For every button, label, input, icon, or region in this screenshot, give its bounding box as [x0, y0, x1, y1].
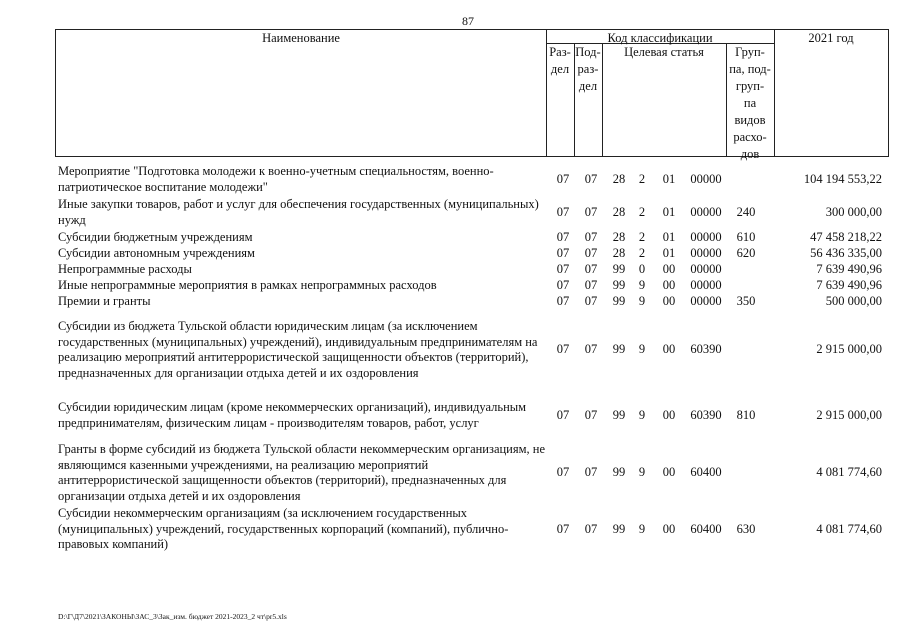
code-expense-type: 240	[736, 205, 756, 219]
amount: 47 458 218,22	[810, 230, 882, 244]
code-direction: 00000	[690, 262, 722, 276]
code-program: 99	[612, 408, 626, 422]
code-expense-type: 810	[736, 408, 756, 422]
code-razdel: 07	[556, 172, 570, 186]
page-number: 87	[462, 14, 474, 28]
code-program: 99	[612, 342, 626, 356]
code-event: 00	[662, 278, 676, 292]
table-row	[58, 442, 886, 506]
row-name: Субсидии некоммерческим организациям (за исключением государственных (муниципальных) учреждений, государственных корпораций (компаний), публично-правовых компаний)	[58, 506, 509, 551]
code-subprogram: 2	[638, 205, 646, 219]
code-direction: 00000	[690, 172, 722, 186]
row-name: Субсидии бюджетным учреждениям	[58, 230, 253, 244]
code-podrazdel: 07	[584, 262, 598, 276]
table-row	[58, 197, 886, 229]
code-subprogram: 9	[638, 522, 646, 536]
table-row	[58, 294, 886, 310]
code-expense-type: 630	[736, 522, 756, 536]
code-program: 28	[612, 230, 626, 244]
code-podrazdel: 07	[584, 522, 598, 536]
code-podrazdel: 07	[584, 205, 598, 219]
amount: 7 639 490,96	[816, 278, 882, 292]
code-podrazdel: 07	[584, 278, 598, 292]
header-target-article: Целевая статья	[624, 45, 704, 59]
amount: 2 915 000,00	[816, 408, 882, 422]
code-razdel: 07	[556, 342, 570, 356]
row-name: Иные непрограммные мероприятия в рамках непрограммных расходов	[58, 278, 437, 292]
code-event: 00	[662, 342, 676, 356]
code-subprogram: 9	[638, 294, 646, 308]
code-subprogram: 9	[638, 278, 646, 292]
code-direction: 00000	[690, 230, 722, 244]
table-row	[58, 164, 886, 196]
code-event: 00	[662, 465, 676, 479]
table-row	[58, 246, 886, 262]
code-subprogram: 9	[638, 342, 646, 356]
row-name: Субсидии из бюджета Тульской области юридическим лицам (за исключением государственных (муниципальных) учреждений), индивидуальным предпринимателям на реализацию мероприятий антитеррористической защищенности объектов (территорий), предназначенных для организации отдыха детей и их оздоровления	[58, 319, 538, 380]
code-razdel: 07	[556, 465, 570, 479]
table-header	[55, 29, 889, 161]
code-podrazdel: 07	[584, 342, 598, 356]
code-razdel: 07	[556, 230, 570, 244]
code-event: 01	[662, 205, 676, 219]
code-subprogram: 2	[638, 246, 646, 260]
amount: 2 915 000,00	[816, 342, 882, 356]
code-program: 99	[612, 294, 626, 308]
code-podrazdel: 07	[584, 230, 598, 244]
code-podrazdel: 07	[584, 246, 598, 260]
code-subprogram: 9	[638, 408, 646, 422]
table-row	[58, 230, 886, 246]
code-direction: 60400	[690, 465, 722, 479]
table-row	[58, 278, 886, 294]
table-row	[58, 262, 886, 278]
amount: 56 436 335,00	[810, 246, 882, 260]
code-event: 00	[662, 522, 676, 536]
code-razdel: 07	[556, 294, 570, 308]
code-direction: 60390	[690, 342, 722, 356]
table-row	[58, 506, 886, 554]
table-row	[58, 400, 886, 432]
code-program: 99	[612, 522, 626, 536]
code-direction: 00000	[690, 294, 722, 308]
header-classification: Код классификации	[607, 31, 713, 45]
code-expense-type: 350	[736, 294, 756, 308]
header-name: Наименование	[262, 31, 340, 45]
code-razdel: 07	[556, 522, 570, 536]
amount: 4 081 774,60	[816, 465, 882, 479]
row-name: Премии и гранты	[58, 294, 151, 308]
code-event: 00	[662, 262, 676, 276]
code-program: 99	[612, 278, 626, 292]
code-program: 28	[612, 205, 626, 219]
code-podrazdel: 07	[584, 465, 598, 479]
code-expense-type: 610	[736, 230, 756, 244]
row-name: Мероприятие "Подготовка молодежи к военно-учетным специальностям, военно-патриотическое воспитание молодежи"	[58, 164, 494, 194]
code-event: 00	[662, 408, 676, 422]
code-razdel: 07	[556, 408, 570, 422]
table-row	[58, 319, 886, 383]
amount: 7 639 490,96	[816, 262, 882, 276]
code-subprogram: 2	[638, 172, 646, 186]
code-program: 99	[612, 262, 626, 276]
code-event: 01	[662, 246, 676, 260]
code-razdel: 07	[556, 205, 570, 219]
code-event: 01	[662, 172, 676, 186]
code-razdel: 07	[556, 278, 570, 292]
code-program: 28	[612, 172, 626, 186]
code-razdel: 07	[556, 246, 570, 260]
row-name: Гранты в форме субсидий из бюджета Тульской области некоммерческим организациям, не являющимся казенными учреждениями, на реализацию мероприятий антитеррористической защищенности объектов (территорий), предназначенных для организации отдыха детей и их оздоровления	[58, 442, 546, 503]
row-name: Субсидии юридическим лицам (кроме некоммерческих организаций), индивидуальным предпринимателям, физическим лицам - производителям товаров, работ, услуг	[58, 400, 527, 430]
code-direction: 00000	[690, 278, 722, 292]
row-name: Иные закупки товаров, работ и услуг для обеспечения государственных (муниципальных) нужд	[58, 197, 539, 227]
amount: 500 000,00	[825, 294, 882, 308]
code-program: 99	[612, 465, 626, 479]
header-expense-group: Груп- па, под- груп- па видов расхо- дов	[729, 45, 771, 161]
code-direction: 00000	[690, 246, 722, 260]
code-subprogram: 9	[638, 465, 646, 479]
header-podrazdel: Под- раз- дел	[575, 45, 601, 93]
code-program: 28	[612, 246, 626, 260]
amount: 300 000,00	[825, 205, 882, 219]
amount: 104 194 553,22	[803, 172, 882, 186]
code-podrazdel: 07	[584, 294, 598, 308]
code-event: 00	[662, 294, 676, 308]
row-name: Субсидии автономным учреждениям	[58, 246, 255, 260]
footer-file-path: D:\Г\Д7\2021\ЗАКОНЫ\ЗАС_3\Зак_изм. бюджет 2021-2023_2 чт\pr5.xls	[58, 612, 287, 621]
code-direction: 60400	[690, 522, 722, 536]
code-podrazdel: 07	[584, 408, 598, 422]
code-razdel: 07	[556, 262, 570, 276]
code-subprogram: 2	[638, 230, 646, 244]
amount: 4 081 774,60	[816, 522, 882, 536]
code-direction: 60390	[690, 408, 722, 422]
row-name: Непрограммные расходы	[58, 262, 192, 276]
code-subprogram: 0	[638, 262, 646, 276]
code-podrazdel: 07	[584, 172, 598, 186]
code-event: 01	[662, 230, 676, 244]
code-expense-type: 620	[736, 246, 756, 260]
code-direction: 00000	[690, 205, 722, 219]
header-razdel: Раз- дел	[549, 45, 571, 76]
header-year: 2021 год	[808, 31, 854, 45]
